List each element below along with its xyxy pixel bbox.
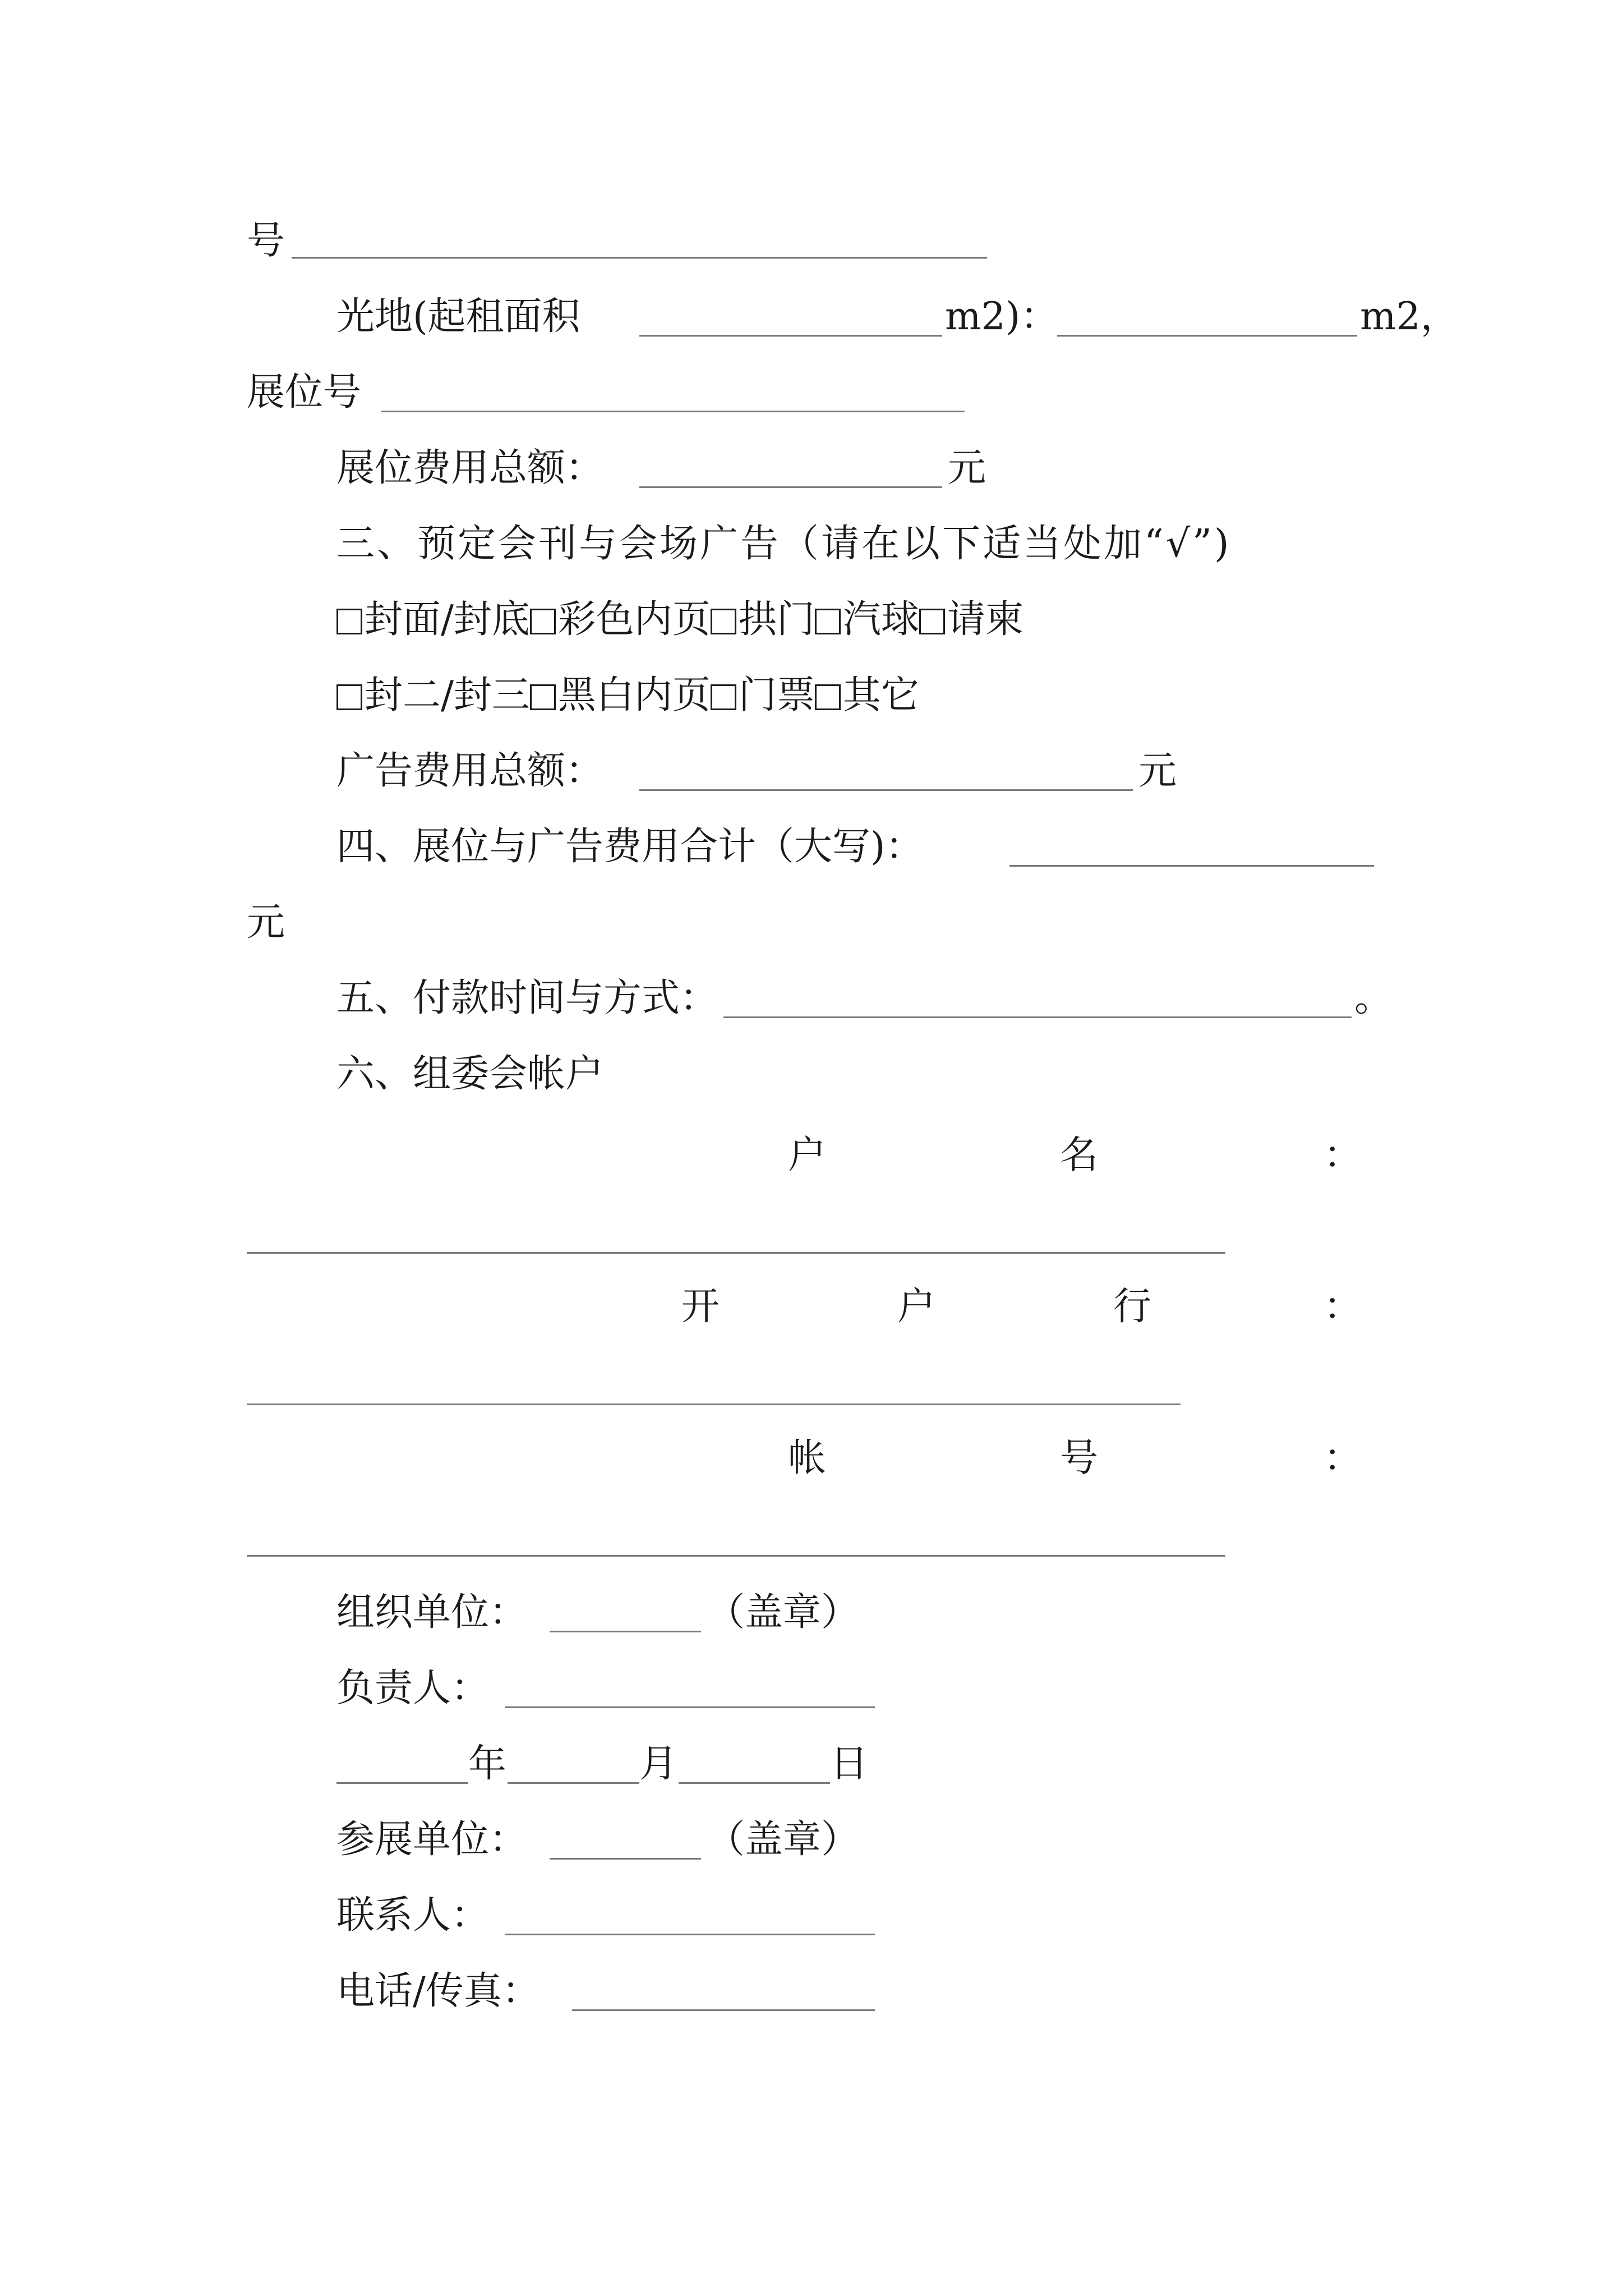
bank-char2: 户: [897, 1285, 936, 1329]
checkbox-ticket[interactable]: [711, 684, 736, 710]
section3-title-text: 三、预定会刊与会场广告（请在以下适当处加“√”): [336, 522, 1232, 566]
month-label: 月: [639, 1742, 678, 1786]
checkbox-other[interactable]: [815, 684, 841, 710]
section6-title: 六、组委会帐户: [336, 1052, 604, 1096]
ad-option-other[interactable]: 其它: [815, 673, 919, 717]
bare-space-label: 光地(起租面积: [336, 295, 580, 339]
contact-label: 联系人：: [336, 1893, 490, 1938]
checkbox-cover[interactable]: [336, 609, 362, 634]
year-blank[interactable]: [336, 1782, 468, 1784]
bank-colon: ：: [1324, 1285, 1362, 1329]
phone-label: 电话/传真：: [336, 1969, 540, 2013]
organizer-label: 组织单位：: [336, 1590, 528, 1635]
ad-option-arch[interactable]: 拱门: [711, 597, 815, 642]
contact-blank[interactable]: [505, 1934, 875, 1935]
account-number-line: [0, 1436, 1623, 1481]
checkbox-color-page[interactable]: [530, 609, 556, 634]
organizer-seal: （盖章）: [707, 1590, 860, 1635]
hao-label: 号: [247, 219, 285, 263]
account-name-blank[interactable]: [247, 1252, 1225, 1254]
exhibitor-seal: （盖章）: [707, 1818, 860, 1862]
ad-options-row1: [336, 597, 1023, 642]
account-name-char2: 名: [1060, 1133, 1099, 1177]
ad-fee-label: 广告费用总额：: [336, 749, 604, 793]
ad-options-row2: [336, 673, 919, 718]
leader-blank[interactable]: [505, 1706, 875, 1708]
ad-fee-unit: 元: [1138, 749, 1177, 793]
phone-blank[interactable]: [572, 2009, 875, 2011]
account-number-char2: 号: [1060, 1436, 1099, 1480]
year-label: 年: [468, 1742, 507, 1786]
bank-char1: 开: [681, 1285, 720, 1329]
day-label: 日: [830, 1742, 869, 1786]
exhibitor-label: 参展单位：: [336, 1818, 528, 1862]
checkbox-arch[interactable]: [711, 609, 736, 634]
account-number-blank[interactable]: [247, 1555, 1225, 1557]
account-number-colon: ：: [1324, 1436, 1362, 1480]
organizer-blank[interactable]: [550, 1631, 701, 1632]
ad-option-inside-cover[interactable]: 封二/封三: [336, 673, 530, 717]
ad-option-ticket[interactable]: 门票: [711, 673, 815, 717]
total-uppercase-blank[interactable]: [1009, 865, 1374, 867]
account-name-char1: 户: [788, 1133, 827, 1177]
leader-label: 负责人：: [336, 1666, 490, 1710]
area-blank[interactable]: [1057, 335, 1357, 337]
exhibitor-blank[interactable]: [550, 1858, 701, 1860]
booth-no-label: 展位号: [247, 370, 362, 415]
booth-fee-unit: 元: [948, 446, 986, 490]
booth-no-blank[interactable]: [381, 411, 965, 412]
bank-line: [0, 1285, 1623, 1329]
ad-option-invitation[interactable]: 请柬: [919, 597, 1023, 642]
booth-number-blank[interactable]: [292, 257, 987, 259]
checkbox-invitation[interactable]: [919, 609, 945, 634]
min-area-blank[interactable]: [639, 335, 942, 337]
section4-title: 四、展位与广告费用合计（大写)：: [336, 825, 924, 869]
section5-title: 五、付款时间与方式：: [336, 976, 718, 1020]
checkbox-bw-page[interactable]: [530, 684, 556, 710]
booth-fee-label: 展位费用总额：: [336, 446, 604, 490]
booth-fee-blank[interactable]: [639, 486, 942, 488]
ad-option-color-page[interactable]: 彩色内页: [530, 597, 711, 642]
payment-blank[interactable]: [723, 1016, 1352, 1018]
bank-char3: 行: [1113, 1285, 1152, 1329]
section4-unit: 元: [247, 900, 285, 945]
checkbox-balloon[interactable]: [815, 609, 841, 634]
checkbox-inside-cover[interactable]: [336, 684, 362, 710]
ad-fee-blank[interactable]: [639, 789, 1133, 791]
ad-option-balloon[interactable]: 汽球: [815, 597, 919, 642]
ad-option-cover[interactable]: 封面/封底: [336, 597, 530, 642]
account-number-char1: 帐: [788, 1436, 827, 1480]
day-blank[interactable]: [679, 1782, 830, 1784]
m2-label-a: m2)：: [945, 295, 1059, 339]
bank-blank[interactable]: [247, 1404, 1181, 1405]
account-name-line: [0, 1133, 1623, 1178]
month-blank[interactable]: [508, 1782, 639, 1784]
section5-end: 。: [1354, 976, 1393, 1020]
account-name-colon: ：: [1324, 1133, 1362, 1177]
ad-option-bw-page[interactable]: 黑白内页: [530, 673, 711, 717]
m2-label-b: m2，: [1360, 295, 1459, 339]
